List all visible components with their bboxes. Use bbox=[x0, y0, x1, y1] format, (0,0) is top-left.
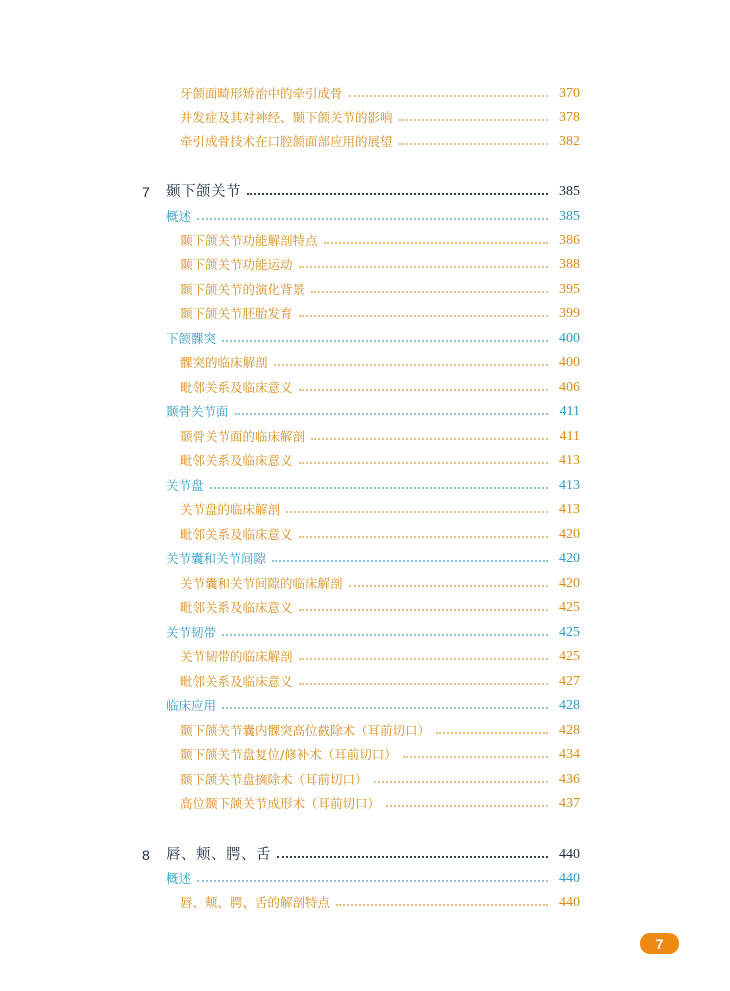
toc-entry-title: 颞下颌关节的演化背景 bbox=[180, 282, 306, 297]
toc-entry[interactable] bbox=[180, 770, 580, 790]
dot-leader bbox=[286, 510, 548, 513]
toc-entry-title: 牵引成骨技术在口腔颌面部应用的展望 bbox=[180, 134, 393, 149]
toc-entry-title: 颞下颌关节胚胎发育 bbox=[180, 306, 293, 321]
page-number-badge: 7 bbox=[640, 933, 679, 954]
toc-section-title: 颞骨关节面 bbox=[166, 404, 229, 419]
toc-entry[interactable] bbox=[180, 378, 580, 398]
toc-entry-page: 437 bbox=[559, 796, 580, 811]
toc-entry-title: 毗邻关系及临床意义 bbox=[180, 380, 293, 395]
toc-section[interactable] bbox=[166, 696, 580, 716]
toc-section-page: 411 bbox=[559, 404, 580, 419]
toc-entry-page: 425 bbox=[559, 600, 580, 615]
dot-leader bbox=[299, 388, 548, 391]
toc-entry-title: 毗邻关系及临床意义 bbox=[180, 453, 293, 468]
toc-section[interactable] bbox=[166, 623, 580, 643]
toc-entry-page: 378 bbox=[559, 110, 580, 125]
toc-entry[interactable] bbox=[180, 500, 580, 520]
toc-entry-title: 关节盘的临床解剖 bbox=[180, 502, 281, 517]
toc-entry-title: 髁突的临床解剖 bbox=[180, 355, 268, 370]
toc-entry-title: 关节韧带的临床解剖 bbox=[180, 649, 293, 664]
dot-leader bbox=[299, 608, 548, 611]
toc-section[interactable] bbox=[166, 549, 580, 569]
toc-entry[interactable] bbox=[180, 672, 580, 692]
toc-entry-page: 436 bbox=[559, 772, 580, 787]
dot-leader bbox=[349, 94, 548, 97]
dot-leader bbox=[274, 363, 548, 366]
toc-entry[interactable] bbox=[180, 794, 580, 814]
toc-entry-page: 434 bbox=[559, 747, 580, 762]
toc-section-page: 400 bbox=[559, 331, 580, 346]
toc-entry-page: 388 bbox=[559, 257, 580, 272]
toc-section-title: 概述 bbox=[166, 209, 192, 224]
toc-entry[interactable] bbox=[180, 427, 580, 447]
dot-leader bbox=[299, 657, 548, 660]
toc-entry[interactable] bbox=[180, 745, 580, 765]
dot-leader bbox=[399, 118, 548, 121]
toc-entry-title: 颞下颌关节盘复位/修补术（耳前切口） bbox=[180, 747, 397, 762]
chapter-page: 385 bbox=[559, 184, 580, 199]
toc-entry-title: 颞下颌关节功能运动 bbox=[180, 257, 293, 272]
dot-leader bbox=[311, 437, 548, 440]
toc-section[interactable] bbox=[166, 402, 580, 422]
toc-section-title: 下颌髁突 bbox=[166, 331, 217, 346]
toc-entry[interactable] bbox=[180, 255, 580, 275]
toc-section-page: 385 bbox=[559, 209, 580, 224]
chapter-title: 唇、颊、腭、舌 bbox=[166, 847, 271, 863]
toc-section-page: 440 bbox=[559, 871, 580, 886]
toc-section[interactable] bbox=[166, 476, 580, 496]
toc-entry-page: 425 bbox=[559, 649, 580, 664]
toc-entry[interactable] bbox=[180, 647, 580, 667]
toc-section-page: 413 bbox=[559, 478, 580, 493]
toc-section-title: 概述 bbox=[166, 871, 192, 886]
toc-entry-page: 428 bbox=[559, 723, 580, 738]
toc-entry-page: 413 bbox=[559, 453, 580, 468]
toc-entry-page: 411 bbox=[559, 429, 580, 444]
toc-entry[interactable] bbox=[180, 353, 580, 373]
toc-section[interactable] bbox=[166, 329, 580, 349]
dot-leader bbox=[324, 241, 548, 244]
toc-entry-page: 395 bbox=[559, 282, 580, 297]
chapter-heading-8[interactable] bbox=[142, 845, 580, 865]
toc-entry[interactable] bbox=[180, 574, 580, 594]
toc-entry-page: 370 bbox=[559, 86, 580, 101]
toc-entry-title: 高位颞下颌关节成形术（耳前切口） bbox=[180, 796, 381, 811]
toc-entry-title: 唇、颊、腭、舌的解剖特点 bbox=[180, 895, 331, 910]
dot-leader bbox=[386, 804, 548, 807]
toc-entry-page: 420 bbox=[559, 527, 580, 542]
toc-entry[interactable] bbox=[180, 108, 580, 128]
dot-leader bbox=[272, 559, 548, 562]
toc-section-title: 关节盘 bbox=[166, 478, 204, 493]
dot-leader bbox=[299, 265, 548, 268]
dot-leader bbox=[299, 535, 548, 538]
toc-entry[interactable] bbox=[180, 304, 580, 324]
toc-entry-page: 386 bbox=[559, 233, 580, 248]
dot-leader bbox=[222, 706, 548, 709]
toc-entry-page: 382 bbox=[559, 134, 580, 149]
dot-leader bbox=[299, 682, 548, 685]
toc-section[interactable] bbox=[166, 869, 580, 889]
chapter-number: 7 bbox=[142, 184, 150, 200]
toc-entry-page: 427 bbox=[559, 674, 580, 689]
toc-entry[interactable] bbox=[180, 525, 580, 545]
toc-entry[interactable] bbox=[180, 132, 580, 152]
toc-entry-title: 毗邻关系及临床意义 bbox=[180, 527, 293, 542]
toc-entry[interactable] bbox=[180, 893, 580, 913]
dot-leader bbox=[247, 192, 548, 195]
dot-leader bbox=[210, 486, 548, 489]
toc-section-title: 关节囊和关节间隙 bbox=[166, 551, 267, 566]
dot-leader bbox=[336, 903, 548, 906]
toc-entry[interactable] bbox=[180, 84, 580, 104]
toc-section[interactable] bbox=[166, 207, 580, 227]
dot-leader bbox=[277, 855, 548, 858]
toc-entry[interactable] bbox=[180, 231, 580, 251]
chapter-page: 440 bbox=[559, 847, 580, 862]
toc-section-page: 420 bbox=[559, 551, 580, 566]
dot-leader bbox=[311, 290, 548, 293]
dot-leader bbox=[403, 755, 548, 758]
toc-entry-title: 牙颌面畸形矫治中的牵引成骨 bbox=[180, 86, 343, 101]
dot-leader bbox=[222, 339, 548, 342]
toc-entry-page: 420 bbox=[559, 576, 580, 591]
dot-leader bbox=[299, 314, 548, 317]
dot-leader bbox=[197, 879, 548, 882]
dot-leader bbox=[197, 217, 548, 220]
dot-leader bbox=[374, 780, 548, 783]
dot-leader bbox=[399, 142, 548, 145]
toc-entry-title: 毗邻关系及临床意义 bbox=[180, 674, 293, 689]
toc-section-page: 428 bbox=[559, 698, 580, 713]
toc-entry[interactable] bbox=[180, 451, 580, 471]
dot-leader bbox=[235, 412, 548, 415]
toc-entry-page: 406 bbox=[559, 380, 580, 395]
toc-entry[interactable] bbox=[180, 598, 580, 618]
toc-entry-title: 关节囊和关节间隙的临床解剖 bbox=[180, 576, 343, 591]
toc-entry-page: 399 bbox=[559, 306, 580, 321]
chapter-title: 颞下颌关节 bbox=[166, 184, 241, 200]
dot-leader bbox=[349, 584, 548, 587]
toc-entry[interactable] bbox=[180, 280, 580, 300]
toc-entry-title: 颞骨关节面的临床解剖 bbox=[180, 429, 306, 444]
dot-leader bbox=[299, 461, 548, 464]
toc-entry-title: 颞下颌关节囊内髁突高位截除术（耳前切口） bbox=[180, 723, 431, 738]
toc-entry-title: 颞下颌关节盘摘除术（耳前切口） bbox=[180, 772, 368, 787]
toc-entry-title: 并发症及其对神经、颞下颌关节的影响 bbox=[180, 110, 393, 125]
chapter-heading-7[interactable] bbox=[142, 182, 580, 202]
toc-entry-title: 毗邻关系及临床意义 bbox=[180, 600, 293, 615]
dot-leader bbox=[222, 633, 548, 636]
toc-section-page: 425 bbox=[559, 625, 580, 640]
toc-entry-page: 400 bbox=[559, 355, 580, 370]
toc-section-title: 关节韧带 bbox=[166, 625, 217, 640]
toc-entry-title: 颞下颌关节功能解剖特点 bbox=[180, 233, 318, 248]
toc-entry-page: 440 bbox=[559, 895, 580, 910]
toc-section-title: 临床应用 bbox=[166, 698, 217, 713]
chapter-number: 8 bbox=[142, 847, 150, 863]
toc-entry-page: 413 bbox=[559, 502, 580, 517]
dot-leader bbox=[436, 731, 548, 734]
toc-entry[interactable] bbox=[180, 721, 580, 741]
